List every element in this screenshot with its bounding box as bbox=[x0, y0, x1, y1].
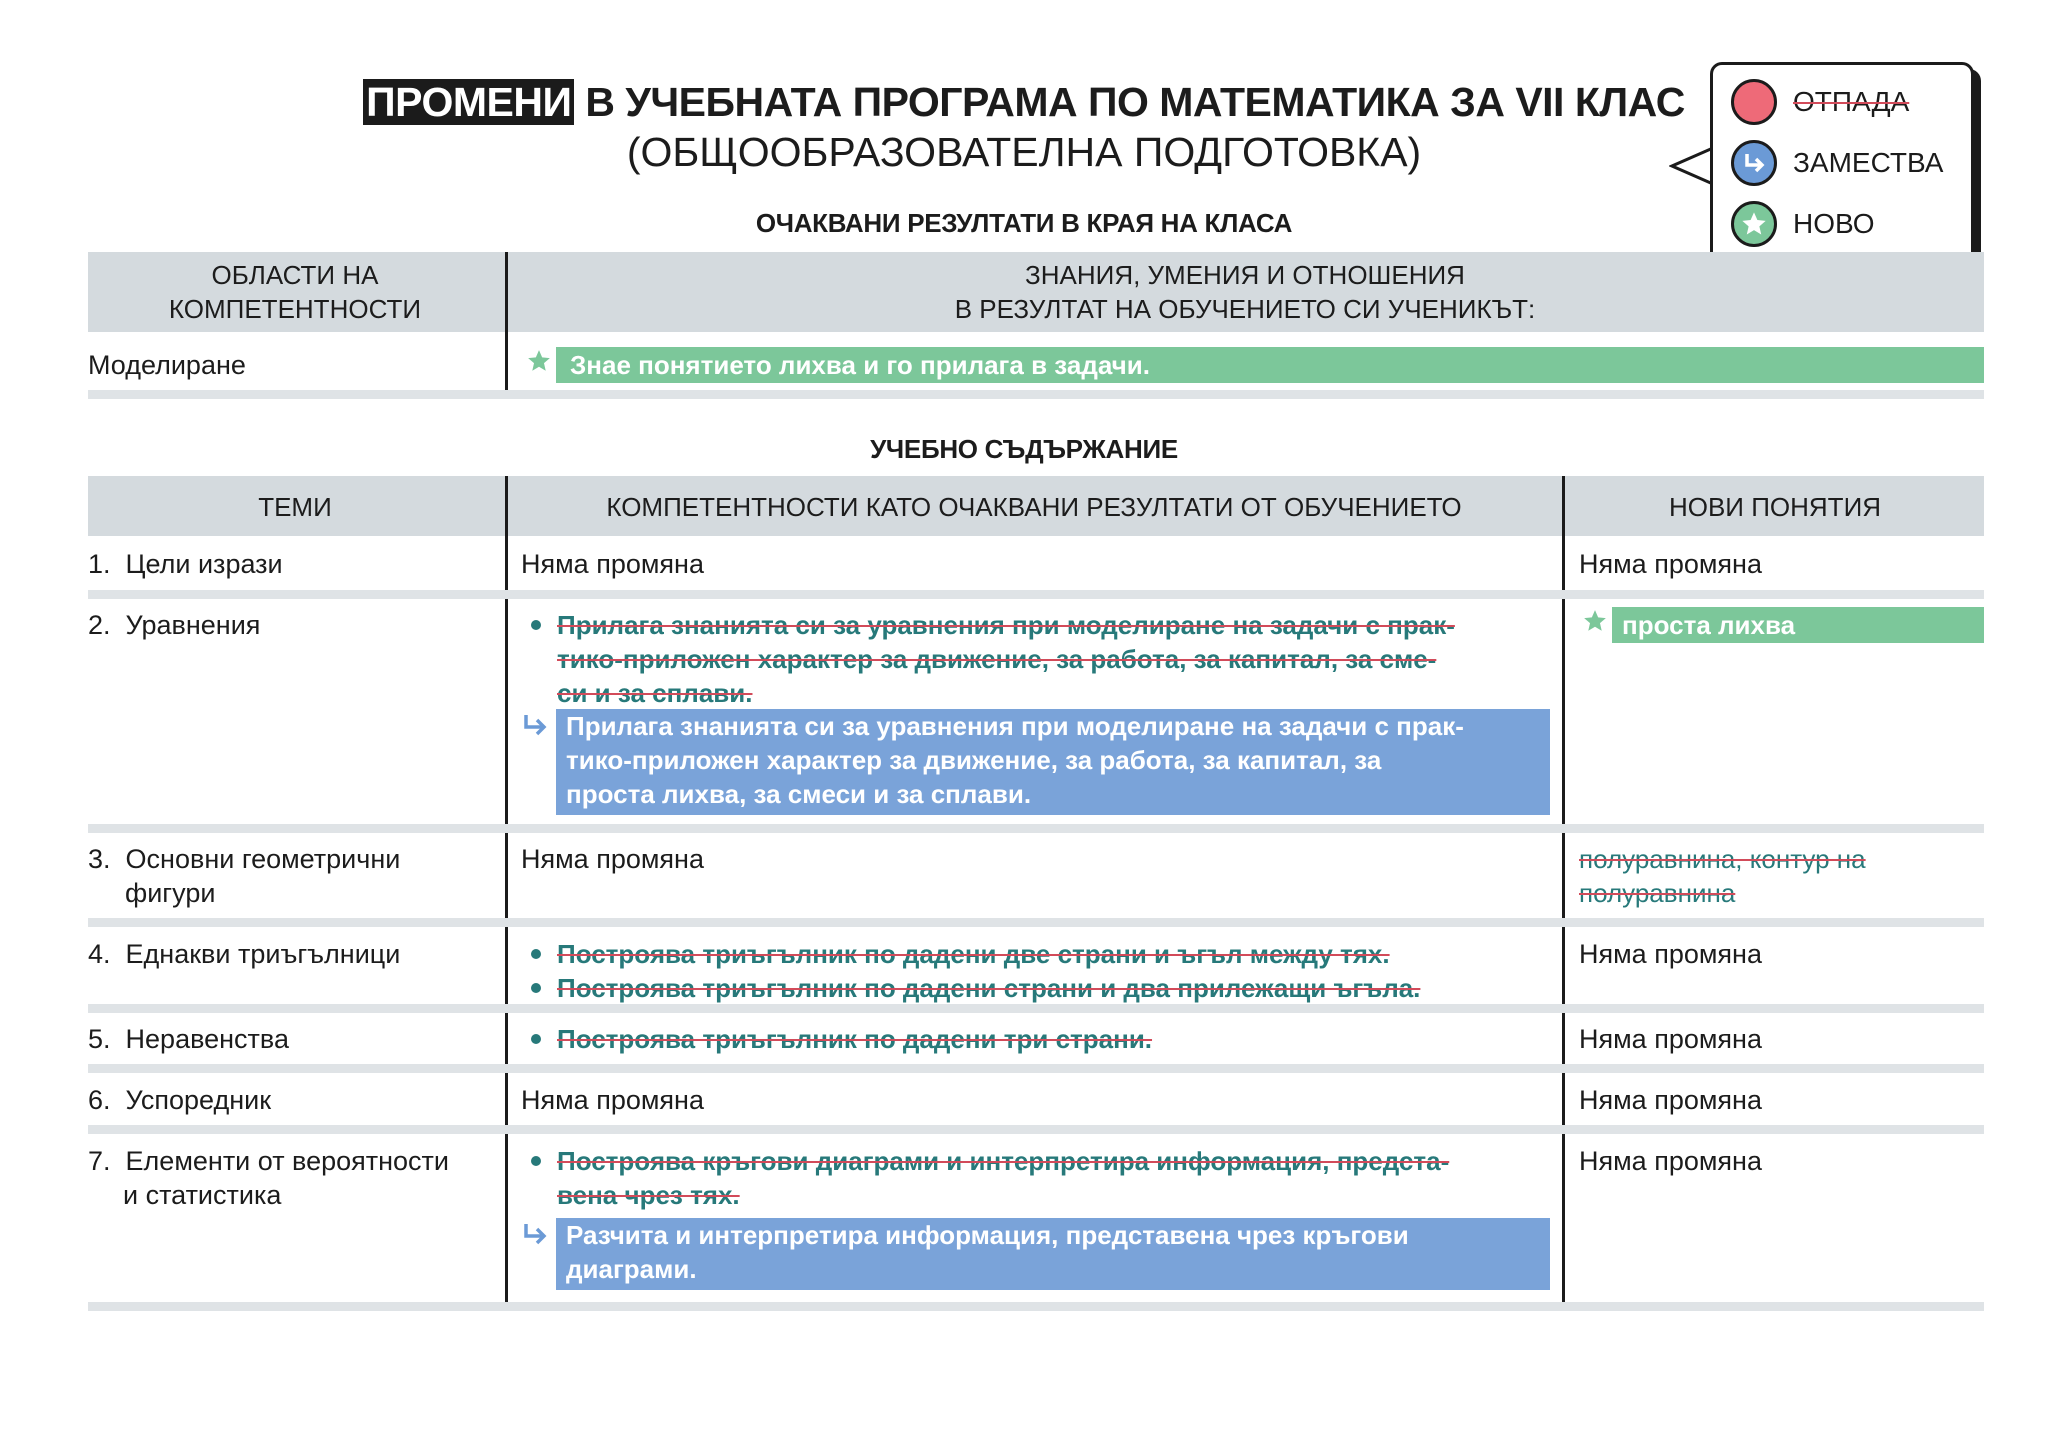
results-section-title: ОЧАКВАНИ РЕЗУЛТАТИ В КРАЯ НА КЛАСА bbox=[755, 208, 1293, 238]
topic-number: 2. bbox=[88, 610, 111, 640]
comp-row-6: Няма промяна bbox=[521, 1085, 704, 1115]
concept-row-5: Няма промяна bbox=[1579, 1024, 1762, 1054]
red-circle-icon bbox=[1731, 79, 1777, 125]
header-competences: КОМПЕТЕНТНОСТИ КАТО ОЧАКВАНИ РЕЗУЛТАТИ ОТ ОБУЧЕНИЕТО bbox=[606, 492, 1462, 522]
topic-row-5 bbox=[88, 1022, 289, 1056]
comp-row-1: Няма промяна bbox=[521, 549, 704, 579]
divider bbox=[88, 824, 1984, 833]
comp-row-2-replacement bbox=[556, 709, 1550, 815]
replaced-line: диаграми. bbox=[566, 1254, 697, 1284]
divider bbox=[88, 1302, 1984, 1311]
comp-row-7-replacement bbox=[556, 1218, 1550, 1290]
header-concepts: НОВИ ПОНЯТИЯ bbox=[1668, 492, 1882, 522]
topic-number: 3. bbox=[88, 844, 111, 874]
removed-line: полуравнина, контур на bbox=[1579, 844, 1866, 874]
removed-item bbox=[521, 1144, 1551, 1212]
concept-row-6: Няма промяна bbox=[1579, 1085, 1762, 1115]
topic-label-cont: фигури bbox=[125, 878, 216, 908]
divider bbox=[88, 590, 1984, 599]
results-new-item: Знае понятието лихва и го прилага в задачи. bbox=[556, 347, 1984, 383]
topic-label: Еднакви триъгълници bbox=[125, 939, 401, 969]
topic-number: 6. bbox=[88, 1085, 111, 1115]
topic-label: Неравенства bbox=[125, 1024, 289, 1054]
star-icon bbox=[526, 348, 552, 374]
removed-line: Прилага знанията си за уравнения при моделиране на задачи с прак- bbox=[557, 610, 1455, 640]
topic-row-3 bbox=[88, 842, 400, 910]
results-header-knowledge-line2: В РЕЗУЛТАТ НА ОБУЧЕНИЕТО СИ УЧЕНИКЪТ: bbox=[954, 294, 1536, 324]
results-header-areas-line2: КОМПЕТЕНТНОСТИ bbox=[168, 294, 422, 324]
legend-item-removed bbox=[1731, 75, 1909, 129]
column-divider bbox=[505, 476, 508, 1302]
removed-item bbox=[521, 608, 1551, 710]
concept-row-4: Няма промяна bbox=[1579, 939, 1762, 969]
removed-line: полуравнина bbox=[1579, 878, 1736, 908]
removed-line: тико-приложен характер за движение, за работа, за капитал, за сме- bbox=[557, 644, 1437, 674]
divider bbox=[88, 1004, 1984, 1013]
replace-arrow-icon bbox=[1731, 140, 1777, 186]
topic-number: 1. bbox=[88, 549, 111, 579]
comp-row-7-removed bbox=[521, 1144, 1551, 1212]
topic-row-6 bbox=[88, 1083, 271, 1117]
removed-line: Построява триъгълник по дадени две страни и ъгъл между тях. bbox=[557, 939, 1390, 969]
legend-label-replaced: ЗАМЕСТВА bbox=[1793, 147, 1944, 178]
bullet-icon bbox=[531, 983, 541, 993]
divider bbox=[88, 1125, 1984, 1134]
content-section-title: УЧЕБНО СЪДЪРЖАНИЕ bbox=[870, 434, 1178, 464]
removed-line: си и за сплави. bbox=[557, 678, 753, 708]
topic-row-1 bbox=[88, 547, 283, 581]
results-header-knowledge bbox=[506, 258, 1984, 326]
results-header-areas bbox=[88, 258, 502, 326]
removed-line: вена чрез тях. bbox=[557, 1180, 740, 1210]
removed-line: Построява триъгълник по дадени три страни. bbox=[557, 1024, 1153, 1054]
comp-row-3: Няма промяна bbox=[521, 844, 704, 874]
comp-row-5-removed bbox=[521, 1022, 1551, 1056]
results-area-modeling: Моделиране bbox=[88, 350, 246, 380]
concept-row-2-new: проста лихва bbox=[1612, 607, 1984, 643]
topic-row-4 bbox=[88, 937, 400, 971]
replaced-line: Прилага знанията си за уравнения при моделиране на задачи с прак- bbox=[566, 711, 1464, 741]
bullet-icon bbox=[531, 949, 541, 959]
comp-row-4-removed bbox=[521, 937, 1551, 1005]
topic-row-2 bbox=[88, 608, 260, 642]
removed-item bbox=[521, 971, 1551, 1005]
bullet-icon bbox=[531, 1034, 541, 1044]
topic-label: Цели изрази bbox=[125, 549, 283, 579]
replace-arrow-icon bbox=[521, 1221, 549, 1247]
topic-label-cont: и статистика bbox=[123, 1180, 282, 1210]
topic-number: 5. bbox=[88, 1024, 111, 1054]
replace-arrow-icon bbox=[521, 712, 549, 738]
topic-label: Успоредник bbox=[125, 1085, 272, 1115]
title-highlight: ПРОМЕНИ bbox=[363, 79, 574, 125]
replaced-line: проста лихва, за смеси и за сплави. bbox=[566, 779, 1032, 809]
bullet-icon bbox=[531, 1156, 541, 1166]
topic-label: Уравнения bbox=[125, 610, 261, 640]
comp-row-2-removed bbox=[521, 608, 1551, 710]
results-header-areas-line1: ОБЛАСТИ НА bbox=[211, 260, 379, 290]
legend-label-removed: ОТПАДА bbox=[1793, 86, 1910, 117]
concept-row-3-removed bbox=[1579, 842, 1866, 910]
concept-row-1: Няма промяна bbox=[1579, 549, 1762, 579]
title-main: В УЧЕБНАТА ПРОГРАМА ПО МАТЕМАТИКА ЗА VII КЛАС bbox=[585, 79, 1685, 125]
legend-item-replaced bbox=[1731, 136, 1943, 190]
star-icon bbox=[1582, 608, 1608, 634]
legend-pointer bbox=[1669, 146, 1715, 186]
divider bbox=[88, 1064, 1984, 1073]
topic-number: 4. bbox=[88, 939, 111, 969]
results-header-knowledge-line1: ЗНАНИЯ, УМЕНИЯ И ОТНОШЕНИЯ bbox=[1025, 260, 1465, 290]
removed-line: Построява кръгови диаграми и интерпретира информация, предста- bbox=[557, 1146, 1450, 1176]
legend-label-new: НОВО bbox=[1793, 208, 1875, 239]
removed-item bbox=[521, 1022, 1551, 1056]
removed-item bbox=[521, 937, 1551, 971]
bullet-icon bbox=[531, 620, 541, 630]
removed-line: Построява триъгълник по дадени страни и два прилежащи ъгъла. bbox=[557, 973, 1421, 1003]
topic-label: Основни геометрични bbox=[125, 844, 401, 874]
topic-label: Елементи от вероятности bbox=[125, 1146, 450, 1176]
topic-row-7 bbox=[88, 1144, 449, 1212]
topic-number: 7. bbox=[88, 1146, 111, 1176]
divider bbox=[88, 390, 1984, 399]
column-divider bbox=[1562, 476, 1565, 1302]
column-divider bbox=[505, 252, 508, 390]
header-topics: ТЕМИ bbox=[258, 492, 332, 522]
divider bbox=[88, 918, 1984, 927]
page-subtitle: (ОБЩООБРАЗОВАТЕЛНА ПОДГОТОВКА) bbox=[626, 129, 1422, 175]
replaced-line: тико-приложен характер за движение, за работа, за капитал, за bbox=[566, 745, 1382, 775]
concept-row-7: Няма промяна bbox=[1579, 1146, 1762, 1176]
replaced-line: Разчита и интерпретира информация, представена чрез кръгови bbox=[566, 1220, 1409, 1250]
